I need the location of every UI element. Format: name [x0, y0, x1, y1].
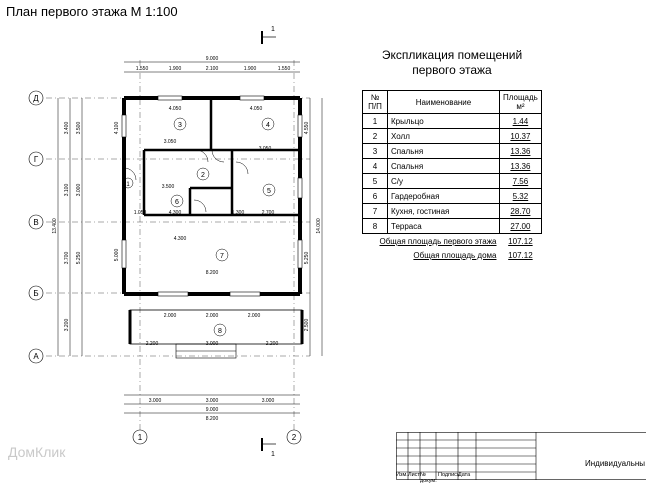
row-area: 5.32 [500, 189, 542, 204]
table-header-row [363, 91, 542, 114]
dim-terrace2-2: 3.000 [206, 341, 219, 347]
dim-kitchen-w: 8.200 [206, 270, 219, 276]
dim-terrace2-3: 2.200 [266, 341, 279, 347]
dim-bottom-1: 3.000 [149, 398, 162, 404]
col-area-header: Площадь м² [500, 91, 542, 114]
row-name: Спальня [388, 159, 500, 174]
dim-terrace-2: 2.000 [206, 313, 219, 319]
axis-label-b: Б [33, 289, 38, 298]
explication-title-line2: первого этажа [352, 63, 552, 78]
row-num: 8 [363, 219, 388, 234]
dim-left-1: 3.400 [64, 122, 70, 135]
dim-room4-w: 4.050 [250, 106, 263, 112]
dim-top-4: 1.900 [244, 66, 257, 72]
row-num: 2 [363, 129, 388, 144]
dim-right-1: 4.550 [304, 122, 310, 135]
dim-right-total: 14.000 [316, 218, 322, 234]
row-area: 7.56 [500, 174, 542, 189]
section-mark-bottom: 1 [271, 451, 275, 458]
table-row [363, 144, 542, 159]
table-row [363, 219, 542, 234]
drawing-title: План первого этажа М 1:100 [6, 4, 178, 19]
col-num-header: № П/П [363, 91, 388, 114]
dim-left-inner-1: 3.500 [76, 122, 82, 135]
explication-title-line1: Экспликация помещений [352, 48, 552, 63]
row-name: С/у [388, 174, 500, 189]
dim-terrace-1: 2.000 [164, 313, 177, 319]
dim-partition2: 1.050 [134, 210, 147, 216]
dim-left-inner-3: 5.250 [76, 252, 82, 265]
section-mark-top: 1 [271, 26, 275, 33]
dim-bottom-overall: 8.200 [206, 416, 219, 422]
title-block-caption: Индивидуальны [585, 459, 645, 468]
row-name: Спальня [388, 144, 500, 159]
room-number-6: 6 [175, 199, 179, 206]
table-row [363, 159, 542, 174]
dim-room6-w: 4.300 [169, 210, 182, 216]
stamp-col: Лист [408, 472, 420, 484]
dim-room3-w: 4.050 [169, 106, 182, 112]
total-floor-label: Общая площадь первого этажа [363, 234, 500, 249]
row-area: 13.36 [500, 159, 542, 174]
dim-left-4: 3.200 [64, 319, 70, 332]
dim-room2-w: 3.500 [162, 184, 175, 190]
dim-kitchen-w2: 4.300 [174, 236, 187, 242]
title-block-columns [396, 472, 476, 484]
row-area: 13.36 [500, 144, 542, 159]
stamp-col: № докум. [420, 472, 438, 484]
dim-top-1: 1.550 [136, 66, 149, 72]
row-name: Холл [388, 129, 500, 144]
table-row [363, 114, 542, 129]
row-num: 7 [363, 204, 388, 219]
row-name: Гардеробная [388, 189, 500, 204]
table-row [363, 189, 542, 204]
dim-hall-w2: 3.050 [259, 146, 272, 152]
room-number-7: 7 [220, 253, 224, 260]
dim-left-inner-2: 3.000 [76, 184, 82, 197]
dim-partition: 1.300 [232, 210, 245, 216]
total-house-row [363, 248, 542, 262]
dim-right-2: 5.250 [304, 252, 310, 265]
row-num: 1 [363, 114, 388, 129]
room-number-1: 1 [126, 182, 130, 188]
axis-label-v: В [33, 218, 38, 227]
dim-top-5: 1.550 [278, 66, 291, 72]
table-row [363, 129, 542, 144]
table-row [363, 204, 542, 219]
total-house-value: 107.12 [500, 248, 542, 262]
row-area: 28.70 [500, 204, 542, 219]
row-num: 5 [363, 174, 388, 189]
room-number-3: 3 [178, 122, 182, 129]
dim-bottom-total: 9.000 [206, 407, 219, 413]
row-area: 1.44 [500, 114, 542, 129]
watermark-logo: ДомКлик [8, 444, 65, 460]
dim-room7-h: 5.000 [114, 249, 120, 262]
total-floor-row [363, 234, 542, 249]
room-number-5: 5 [267, 188, 271, 195]
axis-label-2: 2 [292, 433, 297, 442]
explication-table [362, 90, 542, 262]
row-area: 27.00 [500, 219, 542, 234]
row-name: Крыльцо [388, 114, 500, 129]
table-row [363, 174, 542, 189]
explication-title [352, 48, 552, 78]
total-house-label: Общая площадь дома [363, 248, 500, 262]
total-floor-value: 107.12 [500, 234, 542, 249]
dim-top-total: 9.000 [206, 56, 219, 62]
row-num: 6 [363, 189, 388, 204]
dim-left-total: 13.400 [52, 218, 58, 234]
dim-room3-h: 4.100 [114, 122, 120, 135]
dim-left-3: 3.700 [64, 252, 70, 265]
room-number-8: 8 [218, 328, 222, 335]
stamp-col: Изм. [396, 472, 408, 484]
axis-label-a: А [33, 352, 39, 361]
stamp-col: Дата [458, 472, 476, 484]
axis-label-d: Д [33, 94, 39, 103]
dim-hall-w: 3.050 [164, 139, 177, 145]
row-num: 4 [363, 159, 388, 174]
stamp-col: Подпись [438, 472, 458, 484]
row-area: 10.37 [500, 129, 542, 144]
dim-right-3: 2.500 [304, 319, 310, 332]
dim-top-3: 2.100 [206, 66, 219, 72]
col-name-header: Наименование [388, 91, 500, 114]
dim-terrace2-1: 2.200 [146, 341, 159, 347]
dim-room5-w: 2.700 [262, 210, 275, 216]
axis-label-1: 1 [138, 433, 143, 442]
dim-terrace-3: 2.000 [248, 313, 261, 319]
dim-left-2: 3.100 [64, 184, 70, 197]
row-name: Кухня, гостиная [388, 204, 500, 219]
dim-top-2: 1.900 [169, 66, 182, 72]
dim-bottom-3: 3.000 [262, 398, 275, 404]
room-number-4: 4 [266, 122, 270, 129]
room-number-2: 2 [201, 172, 205, 179]
row-num: 3 [363, 144, 388, 159]
dim-bottom-2: 3.000 [206, 398, 219, 404]
axis-label-g: Г [34, 155, 39, 164]
row-name: Терраса [388, 219, 500, 234]
